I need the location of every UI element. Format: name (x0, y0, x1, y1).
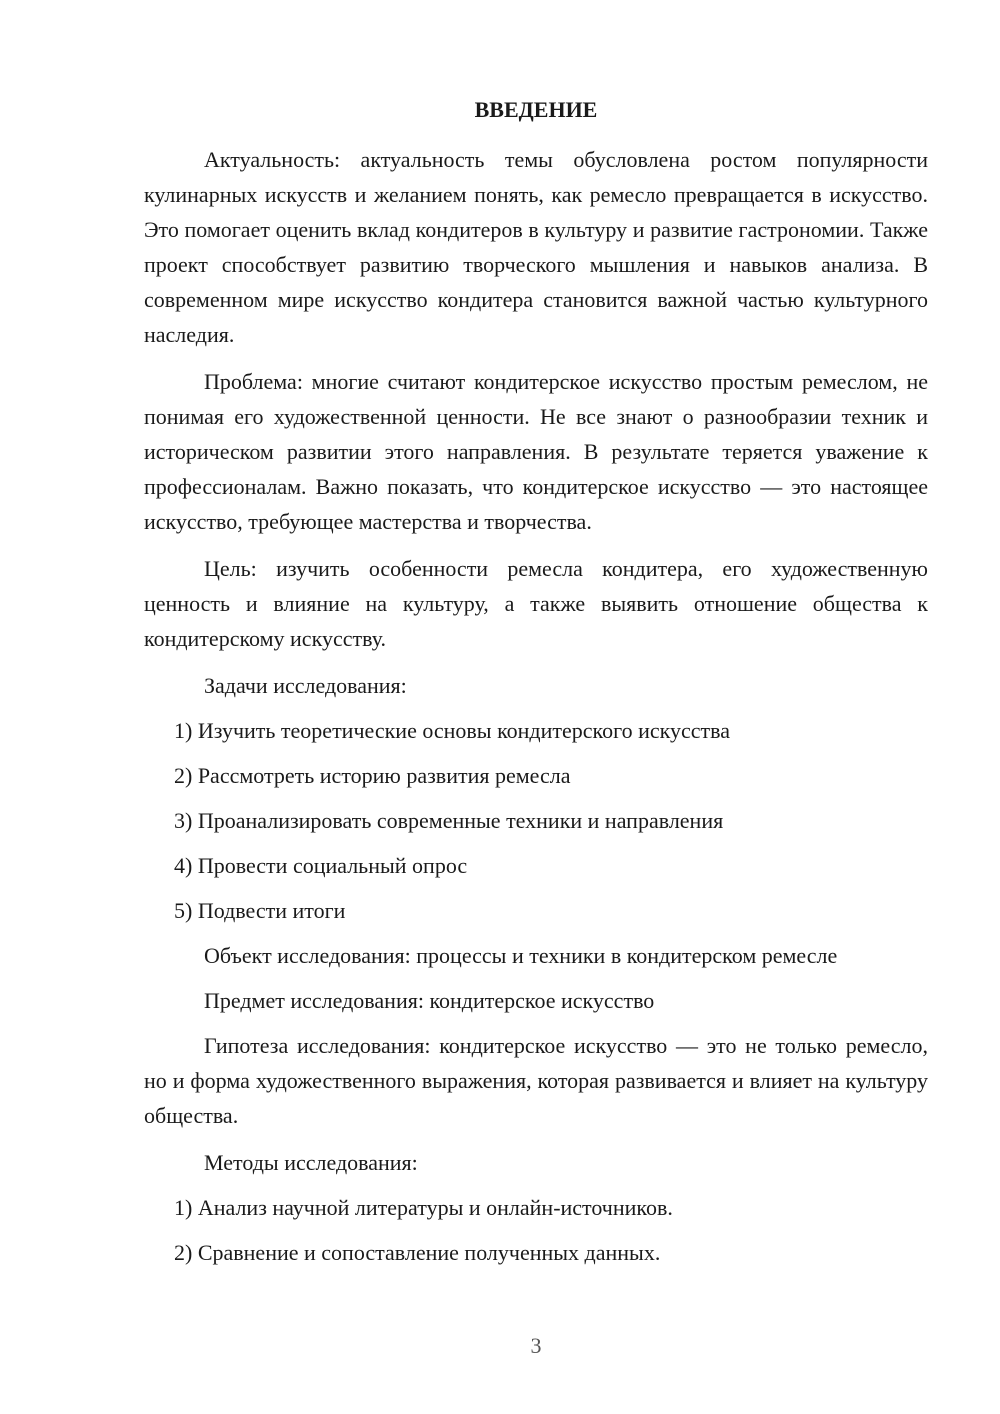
hypothesis-paragraph: Гипотеза исследования: кондитерское искусство — это не только ремесло, но и форма художественного выражения, которая развивается и влияет на культуру общества. (144, 1033, 928, 1128)
document-page (144, 92, 928, 1280)
list-item: 3) Проанализировать современные техники и направления (174, 808, 724, 833)
list-item: 4) Провести социальный опрос (174, 853, 468, 878)
object-line: Объект исследования: процессы и техники в кондитерском ремесле (204, 943, 838, 968)
list-item: 2) Рассмотреть историю развития ремесла (174, 763, 571, 788)
page-title: ВВЕДЕНИЕ (474, 97, 598, 122)
page-number: 3 (530, 1333, 542, 1358)
methods-list (144, 1190, 928, 1270)
tasks-list (144, 713, 928, 928)
list-item: 2) Сравнение и сопоставление полученных данных. (174, 1240, 661, 1265)
problem-paragraph: Проблема: многие считают кондитерское искусство простым ремеслом, не понимая его художественной ценности. Не все знают о разнообразии техник и историческом развитии этого направления. В результате теряется уважение к профессионалам. Важно показать, что кондитерское искусство — это настоящее искусство, требующее мастерства и творчества. (144, 369, 928, 534)
list-item: 1) Анализ научной литературы и онлайн-источников. (174, 1195, 673, 1220)
relevance-paragraph: Актуальность: актуальность темы обусловлена ростом популярности кулинарных искусств и желанием понять, как ремесло превращается в искусство. Это помогает оценить вклад кондитеров в культуру и развитие гастрономии. Также проект способствует развитию творческого мышления и навыков анализа. В современном мире искусство кондитера становится важной частью культурного наследия. (144, 147, 928, 347)
list-item: 1) Изучить теоретические основы кондитерского искусства (174, 718, 731, 743)
tasks-label: Задачи исследования: (204, 673, 407, 698)
goal-paragraph: Цель: изучить особенности ремесла кондитера, его художественную ценность и влияние на культуру, а также выявить отношение общества к кондитерскому искусству. (144, 556, 928, 651)
subject-line: Предмет исследования: кондитерское искусство (204, 988, 655, 1013)
list-item: 5) Подвести итоги (174, 898, 346, 923)
methods-label: Методы исследования: (204, 1150, 418, 1175)
